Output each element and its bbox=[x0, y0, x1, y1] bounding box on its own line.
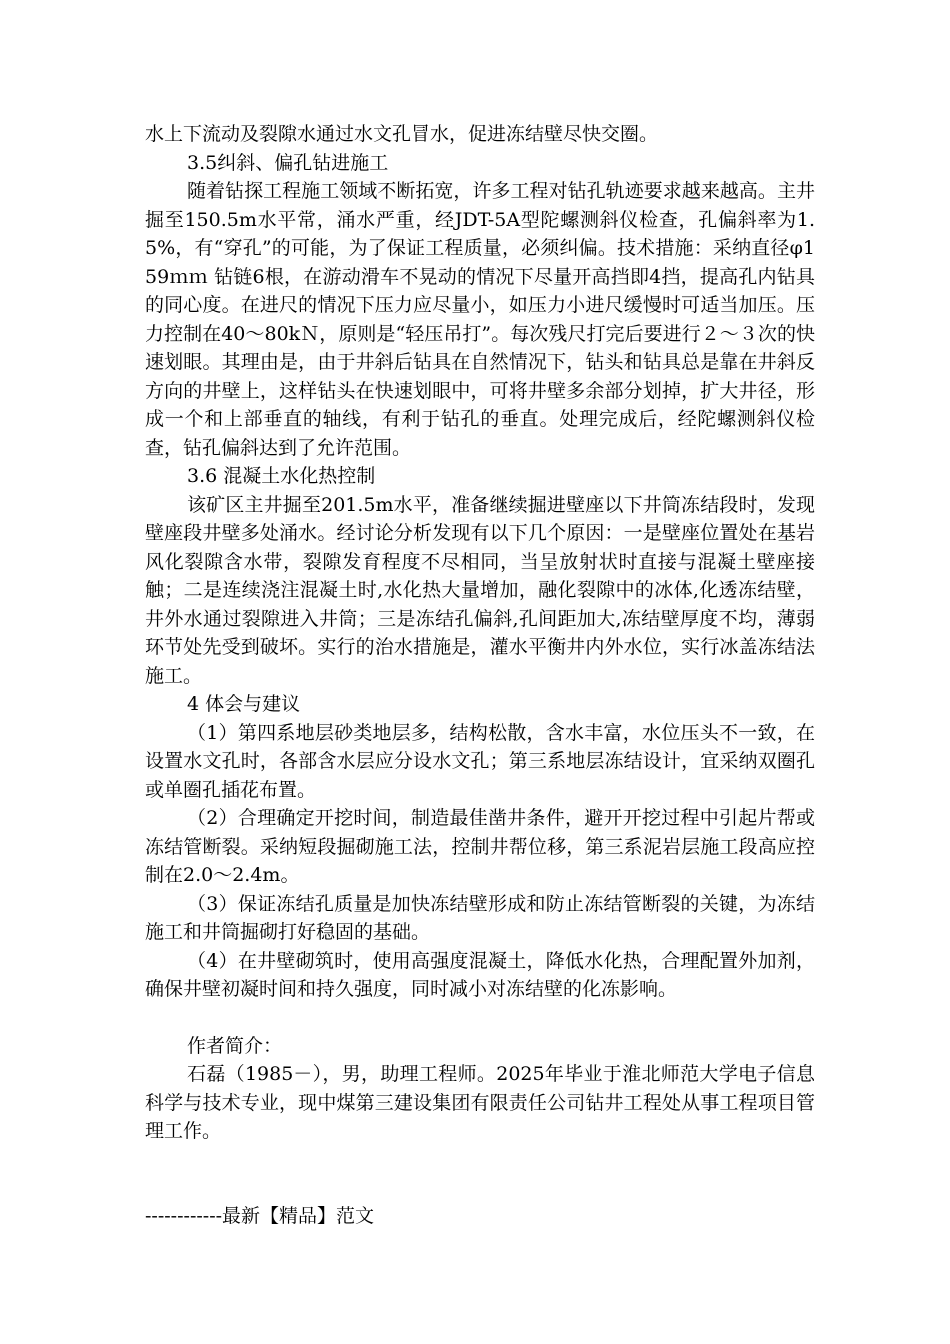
blank-line bbox=[145, 1004, 815, 1032]
paragraph-continuation: 水上下流动及裂隙水通过水文孔冒水，促进冻结壁尽快交圈。 bbox=[145, 123, 659, 145]
section-heading-3-6: 3.6 混凝土水化热控制 bbox=[187, 465, 376, 487]
section-heading-4: 4 体会与建议 bbox=[187, 693, 301, 715]
suggestion-2: （2）合理确定开挖时间，制造最佳凿井条件，避开开挖过程中引起片帮或冻结管断裂。采纳短段掘砌施工法，控制井帮位移，第三系泥岩层施工段高应控制在2.0～2.4m。 bbox=[145, 807, 815, 886]
author-bio: 石磊（1985－），男，助理工程师。2025年毕业于淮北师范大学电子信息科学与技术专业，现中煤第三建设集团有限责任公司钻井工程处从事工程项目管理工作。 bbox=[145, 1063, 815, 1142]
document-body bbox=[145, 120, 815, 1230]
paragraph-hydration-heat: 该矿区主井掘至201.5m水平，准备继续掘进壁座以下井筒冻结段时，发现壁座段井壁多处涌水。经讨论分析发现有以下几个原因：一是壁座位置处在基岩风化裂隙含水带，裂隙发育程度不尽相同，当呈放射状时直接与混凝土壁座接触；二是连续浇注混凝土时,水化热大量增加，融化裂隙中的冰体,化透冻结壁，井外水通过裂隙进入井筒；三是冻结孔偏斜,孔间距加大,冻结壁厚度不均，薄弱环节处先受到破坏。实行的治水措施是，灌水平衡井内外水位，实行冰盖冻结法施工。 bbox=[145, 493, 815, 687]
suggestion-3: （3）保证冻结孔质量是加快冻结壁形成和防止冻结管断裂的关键，为冻结施工和井筒掘砌打好稳固的基础。 bbox=[145, 892, 815, 943]
footer-text: ------------最新【精品】范文 bbox=[145, 1204, 375, 1227]
blank-lines bbox=[145, 1146, 815, 1202]
section-heading-3-5: 3.5纠斜、偏孔钻进施工 bbox=[187, 151, 389, 174]
suggestion-4: （4）在井壁砌筑时，使用高强度混凝土，降低水化热，合理配置外加剂，确保井壁初凝时间和持久强度，同时减小对冻结壁的化冻影响。 bbox=[145, 949, 815, 1000]
author-heading: 作者简介： bbox=[187, 1034, 283, 1057]
paragraph-deviation-correction: 随着钻探工程施工领域不断拓宽，许多工程对钻孔轨迹要求越来越高。主井掘至150.5m水平常，涌水严重，经JDT-5A型陀螺测斜仪检查，孔偏斜率为1.5%，有“穿孔”的可能，为了保证工程质量，必须纠偏。技术措施：采纳直径φ159ｍｍ 钻链6根，在游动滑车不晃动的情况下尽量开高挡即4挡，提高孔内钻具的同心度。在进尺的情况下压力应尽量小，如压力小进尺缓慢时可适当加压。压力控制在40～80kＮ，原则是“轻压吊打”。每次残尺打完后要进行２～３次的快速划眼。其理由是，由于井斜后钻具在自然情况下，钻头和钻具总是靠在井斜反方向的井壁上，这样钻头在快速划眼中，可将井壁多余部分划掉，扩大井径，形成一个和上部垂直的轴线，有利于钻孔的垂直。处理完成后，经陀螺测斜仪检查，钻孔偏斜达到了允许范围。 bbox=[145, 180, 815, 459]
suggestion-1: （1）第四系地层砂类地层多，结构松散，含水丰富，水位压头不一致，在设置水文孔时，各部含水层应分设水文孔；第三系地层冻结设计，宜采纳双圈孔或单圈孔插花布置。 bbox=[145, 721, 815, 801]
